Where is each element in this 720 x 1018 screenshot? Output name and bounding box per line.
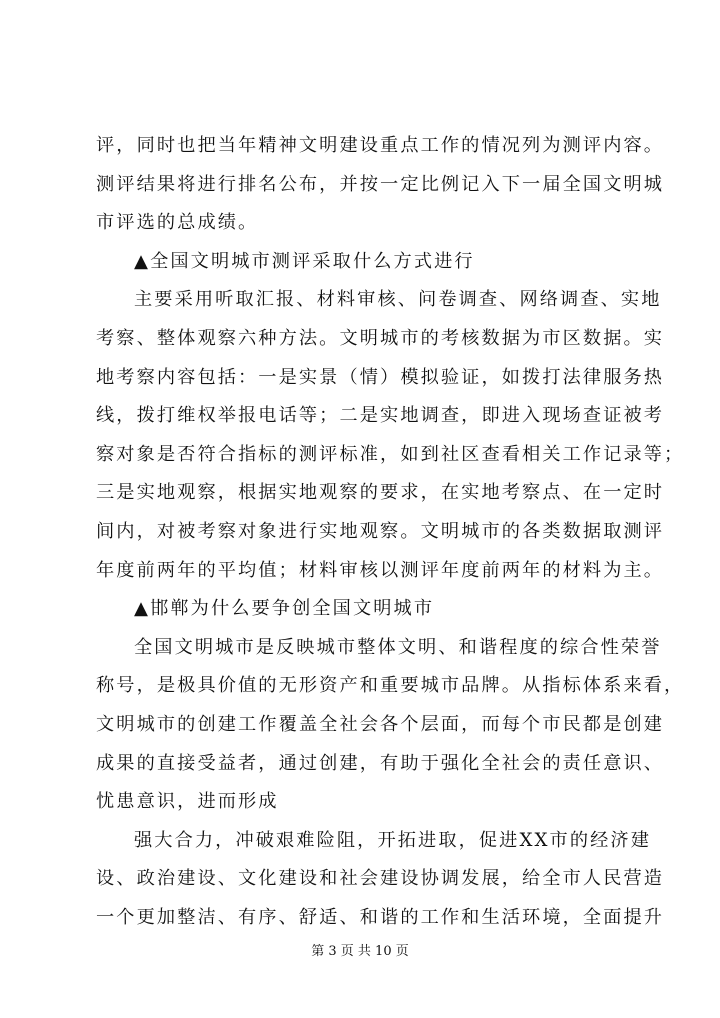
text-line: 考察、整体观察六种方法。文明城市的考核数据为市区数据。实 [96,327,665,349]
text-line: 一个更加整洁、有序、舒适、和谐的工作和生活环境，全面提升 [96,906,665,928]
text-line: 三是实地观察，根据实地观察的要求，在实地考察点、在一定时 [96,482,665,504]
text-line: 全国文明城市是反映城市整体文明、和谐程度的综合性荣誉 [134,636,662,658]
text-line: 评，同时也把当年精神文明建设重点工作的情况列为测评内容。 [96,135,665,156]
text-line: 测评结果将进行排名公布，并按一定比例记入下一届全国文明城 [96,173,665,195]
section-heading: ▲全国文明城市测评采取什么方式进行 [134,250,475,272]
document-body [96,127,685,937]
text-line: 设、政治建设、文化建设和社会建设协调发展，给全市人民营造 [96,868,665,890]
text-line: 忧患意识，进而形成 [96,791,279,813]
text-line: 察对象是否符合指标的测评标准，如到社区查看相关工作记录等； [96,443,685,465]
text-line: 称号，是极具价值的无形资产和重要城市品牌。从指标体系来看， [96,675,685,697]
text-line: 文明城市的创建工作覆盖全社会各个层面，而每个市民都是创建 [96,713,665,735]
page-number-footer: 第 3 页 共 10 页 [311,944,409,959]
section-heading: ▲邯郸为什么要争创全国文明城市 [134,598,435,620]
text-line: 线，拨打维权举报电话等；二是实地调查，即进入现场查证被考 [96,405,665,427]
text-line: 市评选的总成绩。 [96,212,259,234]
text-line: 成果的直接受益者，通过创建，有助于强化全社会的责任意识、 [96,752,665,774]
text-line: 主要采用听取汇报、材料审核、问卷调查、网络调查、实地 [134,289,662,311]
text-line: 间内，对被考察对象进行实地观察。文明城市的各类数据取测评 [96,520,665,542]
text-line: 地考察内容包括：一是实景（情）模拟验证，如拨打法律服务热 [96,366,665,388]
text-line: 年度前两年的平均值；材料审核以测评年度前两年的材料为主。 [96,559,665,581]
text-line: 强大合力，冲破艰难险阻，开拓进取，促进XX市的经济建 [134,829,651,851]
